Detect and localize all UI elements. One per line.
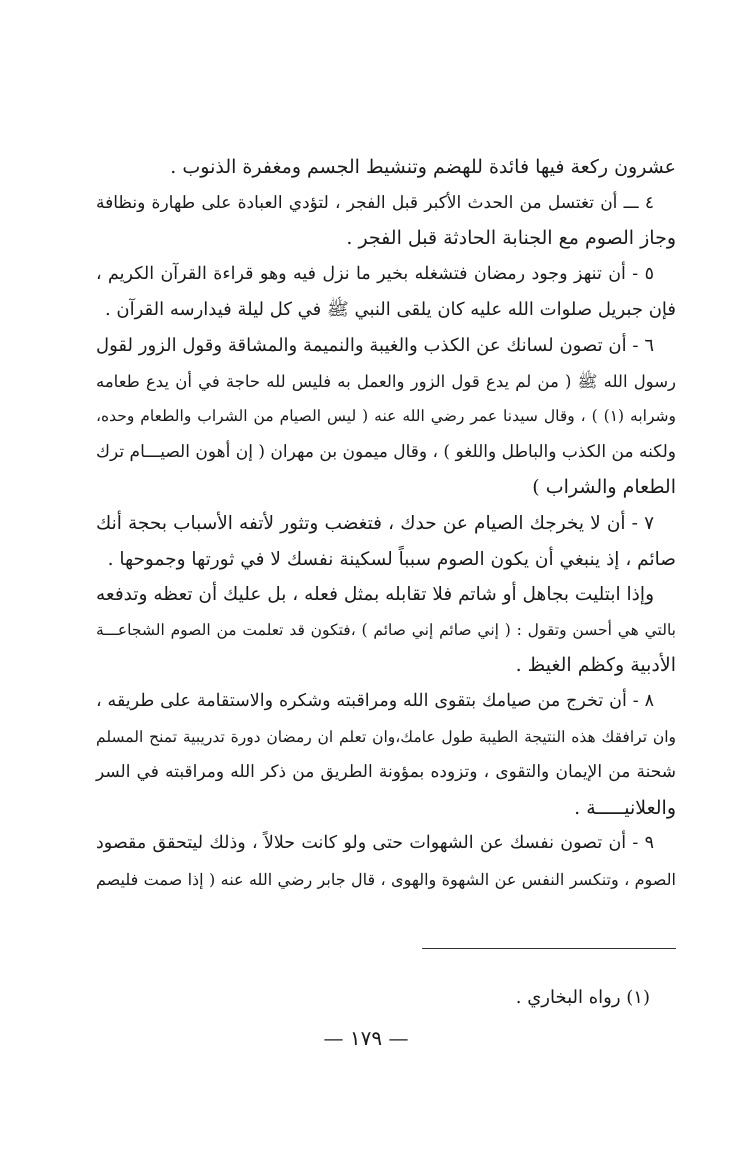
paragraph-item-9 <box>96 826 676 897</box>
text-line: الصوم ، وتنكسر النفس عن الشهوة والهوى ، قال جابر رضي الله عنه ( إذا صمت فليصم <box>96 869 676 889</box>
paragraph-item-4 <box>96 186 676 257</box>
text-line: وشرابه (١) ) ، وقال سيدنا عمر رضي الله عنه ( ليس الصيام من الشراب والطعام وحده، <box>96 407 676 426</box>
paragraph-intro-tail <box>96 150 676 186</box>
text-line: عشرون ركعة فيها فائدة للهضم وتنشيط الجسم ومغفرة الذنوب . <box>170 156 676 178</box>
page-number: — ١٧٩ — <box>323 1026 409 1050</box>
text-line: والعلانيـــــة . <box>574 796 676 819</box>
footnote: (١) رواه البخاري . <box>515 987 650 1008</box>
paragraph-item-6 <box>96 328 676 506</box>
text-line: ٧ - أن لا يخرجك الصيام عن حدك ، فتغضب وتثور لأتفه الأسباب بحجة أنك <box>96 512 654 534</box>
text-line: وإذا ابتليت بجاهل أو شاتم فلا تقابله بمثل فعله ، بل عليك أن تعظه وتدفعه <box>96 584 654 606</box>
paragraph-item-7 <box>96 506 676 684</box>
main-text <box>96 150 676 897</box>
text-line: بالتي هي أحسن وتقول : ( إني صائم إني صائم ) ،فتكون قد تعلمت من الصوم الشجاعـــة <box>96 620 676 639</box>
text-line: الطعام والشراب ) <box>532 476 676 499</box>
text-line: شحنة من الإيمان والتقوى ، وتزوده بمؤونة الطريق من ذكر الله ومراقبته في السر <box>96 762 676 783</box>
paragraph-item-5 <box>96 257 676 328</box>
text-line: رسول الله ﷺ ( من لم يدع قول الزور والعمل به فليس لله حاجة في أن يدع طعامه <box>96 371 676 391</box>
text-line: فإن جبريل صلوات الله عليه كان يلقى النبي ﷺ في كل ليلة فيدارسه القرآن . <box>104 299 676 321</box>
text-line: وجاز الصوم مع الجنابة الحادثة قبل الفجر . <box>346 227 676 250</box>
text-line: ٥ - أن تنهز وجود رمضان فتشغله بخير ما نزل فيه وهو قراءة القرآن الكريم ، <box>96 263 654 284</box>
text-line: صائم ، إذ ينبغي أن يكون الصوم سبباً لسكينة نفسك لا في ثورتها وجموحها . <box>107 548 676 570</box>
text-line: ولكنه من الكذب والباطل واللغو ) ، وقال ميمون بن مهران ( إن أهون الصيـــام ترك <box>96 441 676 462</box>
paragraph-item-8 <box>96 684 676 826</box>
text-line: ٦ - أن تصون لسانك عن الكذب والغيبة والنميمة والمشاقة وقول الزور لقول <box>96 334 654 356</box>
text-line: الأدبية وكظم الغيظ . <box>515 654 676 677</box>
footnote-divider <box>422 948 676 949</box>
text-line: ٨ - أن تخرج من صيامك بتقوى الله ومراقبته وشكره والاستقامة على طريقه ، <box>96 690 654 711</box>
text-line: ٩ - أن تصون نفسك عن الشهوات حتى ولو كانت حلالاً ، وذلك ليتحقق مقصود <box>96 833 654 854</box>
text-line: ٤ ـــ أن تغتسل من الحدث الأكبر قبل الفجر ، لتؤدي العبادة على طهارة ونظافة <box>96 192 654 213</box>
text-line: وان ترافقك هذه النتيجة الطيبة طول عامك،وان تعلم ان رمضان دورة تدريبية تمنح المسلم <box>96 727 676 746</box>
